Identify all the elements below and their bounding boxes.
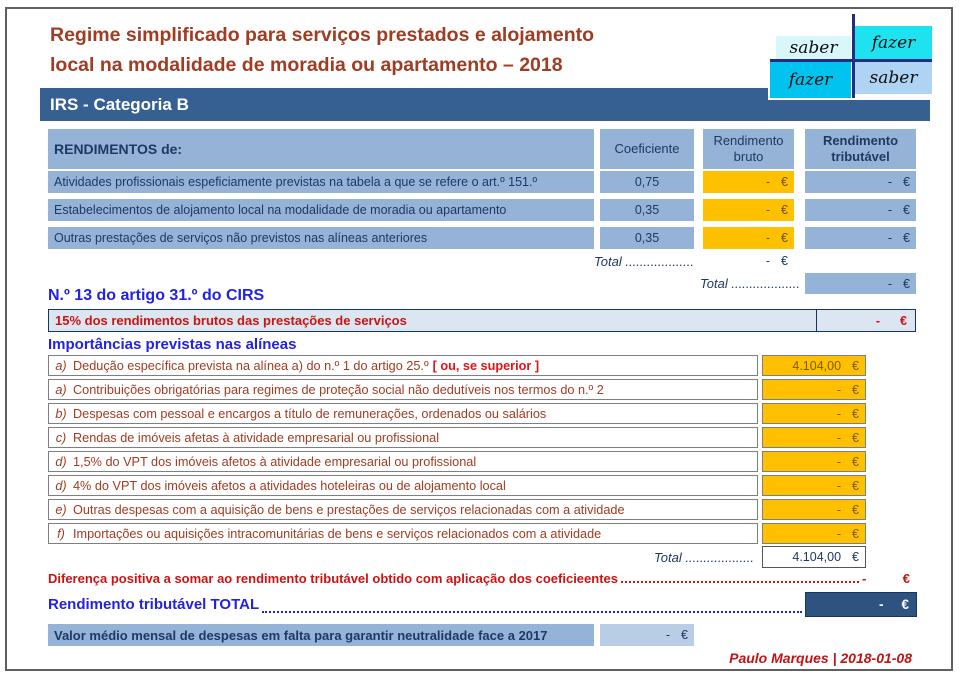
col-header-rendimento-bruto [703, 129, 794, 169]
alinea-row [48, 523, 758, 544]
logo-word-fazer-bottom-left: fazer [770, 62, 851, 98]
taxable-amount: - [887, 231, 893, 245]
taxable-result-cell [805, 199, 916, 221]
gross-input-cell[interactable] [703, 171, 794, 193]
euro-symbol: € [852, 478, 859, 493]
alineas-total-value-cell [762, 546, 866, 568]
taxable-result-cell [805, 171, 916, 193]
euro-symbol: € [852, 358, 859, 373]
col-header-coeficiente [600, 129, 694, 169]
alinea-amount: 4.104,00 [792, 358, 842, 373]
alinea-amount: - [836, 430, 842, 445]
alinea-input-cell[interactable] [762, 499, 866, 520]
total-taxable-label [530, 273, 800, 294]
alinea-input-cell[interactable] [762, 475, 866, 496]
page-title-line1: Regime simplificado para serviços prestados e alojamento [50, 24, 595, 46]
alinea-letter: e) [55, 502, 67, 517]
alinea-text: Outras despesas com a aquisição de bens e prestações de serviços relacionadas com a atividade [73, 502, 625, 517]
coefficient-cell [600, 227, 694, 249]
euro-symbol: € [781, 203, 788, 217]
alinea-text: Importações ou aquisições intracomunitárias de bens e serviços relacionados com a atividade [73, 526, 602, 541]
gross-amount: - [765, 175, 771, 189]
alinea-row [48, 451, 758, 472]
taxable-total-amount: - [878, 596, 884, 612]
income-row-label-text: Estabelecimentos de alojamento local na modalidade de moradia ou apartamento [54, 203, 507, 217]
euro-symbol: € [852, 502, 859, 517]
euro-symbol: € [903, 175, 910, 189]
logo-cross-horizontal-line [770, 59, 932, 62]
euro-symbol: € [781, 175, 788, 189]
euro-symbol: € [852, 406, 859, 421]
income-row-label-text: Outras prestações de serviços não previstos nas alíneas anteriores [54, 231, 428, 245]
importancias-subheading: Importâncias previstas nas alíneas [48, 336, 297, 353]
alinea-input-cell[interactable] [762, 379, 866, 400]
alinea-text: 4% do VPT dos imóveis afetos a atividades hoteleiras ou de alojamento local [73, 478, 506, 493]
logo-word-saber-top-left: saber [776, 36, 851, 60]
alinea-letter: c) [55, 430, 67, 445]
total-taxable-amount: - [887, 276, 893, 291]
alinea-text: Rendas de imóveis afetas à atividade empresarial ou profissional [73, 430, 440, 445]
dotted-leader [621, 580, 859, 583]
neutrality-value-cell [600, 624, 694, 646]
income-row-label [48, 227, 594, 249]
total-taxable-value-cell [805, 273, 916, 294]
total-gross-value-cell [703, 251, 794, 271]
difference-label: Diferença positiva a somar ao rendimento tributável obtido com aplicação dos coeficieentes [48, 571, 618, 586]
euro-symbol: € [852, 550, 859, 564]
euro-symbol: € [852, 526, 859, 541]
rule15-row [48, 309, 916, 332]
alinea-row [48, 403, 758, 424]
euro-symbol: € [781, 254, 788, 268]
euro-symbol: € [903, 276, 910, 291]
euro-symbol: € [901, 596, 909, 612]
alinea-row [48, 379, 758, 400]
income-row-label [48, 171, 594, 193]
logo-cross-vertical-line [852, 14, 855, 98]
alinea-input-cell[interactable] [762, 427, 866, 448]
dotted-leader [262, 610, 802, 613]
alinea-amount: - [836, 406, 842, 421]
difference-row [48, 570, 910, 587]
alinea-letter: f) [57, 526, 65, 541]
taxable-amount: - [887, 203, 893, 217]
euro-symbol: € [900, 313, 907, 328]
total-gross-label-text: Total ................... [594, 253, 694, 269]
alinea-letter: a) [55, 358, 67, 373]
section-band-title: IRS - Categoria B [50, 94, 189, 114]
alinea-input-cell[interactable] [762, 451, 866, 472]
alinea-text: Contribuições obrigatórias para regimes de proteção social não dedutíveis nos termos do n.º 2 [73, 382, 604, 397]
alinea-amount: - [836, 454, 842, 469]
coefficient-cell [600, 199, 694, 221]
col-header-coeficiente-label: Coeficiente [614, 141, 680, 156]
neutrality-amount: - [665, 628, 671, 642]
euro-symbol: € [903, 203, 910, 217]
gross-input-cell[interactable] [703, 227, 794, 249]
neutrality-label: Valor médio mensal de despesas em falta para garantir neutralidade face a 2017 [54, 627, 548, 643]
taxable-total-row [48, 591, 917, 617]
income-row-label-text: Atividades profissionais espeficiamente previstas na tabela a que se refere o art.º 151.º [54, 175, 538, 189]
alinea-text: 1,5% do VPT dos imóveis afetos à atividade empresarial ou profissional [73, 454, 477, 469]
neutrality-label-cell [48, 624, 594, 646]
alinea-row [48, 499, 758, 520]
alinea-suffix: [ ou, se superior ] [432, 358, 540, 373]
alinea-input-cell[interactable] [762, 523, 866, 544]
gross-amount: - [765, 231, 771, 245]
alineas-total-label [500, 547, 754, 568]
author-credit: Paulo Marques | 2018-01-08 [729, 650, 912, 666]
total-gross-label [430, 251, 694, 271]
alinea-input-cell[interactable] [762, 403, 866, 424]
alinea-letter: d) [55, 454, 67, 469]
euro-symbol: € [781, 231, 788, 245]
euro-symbol: € [903, 231, 910, 245]
coefficient-value: 0,35 [634, 203, 660, 217]
gross-input-cell[interactable] [703, 199, 794, 221]
taxable-result-cell [805, 227, 916, 249]
alinea-letter: d) [55, 478, 67, 493]
euro-symbol: € [852, 430, 859, 445]
taxable-total-label: Rendimento tributável TOTAL [48, 595, 260, 613]
alinea-row [48, 355, 758, 376]
alinea-amount: - [836, 526, 842, 541]
col-header-rendimentos [48, 129, 594, 169]
page-title [50, 20, 750, 80]
total-gross-amount: - [765, 254, 771, 268]
logo-word-saber-bottom-right: saber [855, 62, 932, 94]
alinea-letter: a) [55, 382, 67, 397]
col-header-rendimento-bruto-label: Rendimento bruto [713, 133, 784, 164]
col-header-rendimentos-label: RENDIMENTOS de: [54, 141, 183, 157]
euro-symbol: € [681, 628, 688, 642]
alinea-letter: b) [55, 406, 67, 421]
alineas-total-label-text: Total ................... [654, 550, 754, 565]
taxable-total-value-cell [805, 592, 917, 617]
col-header-rendimento-tributavel [805, 129, 916, 169]
article13-heading: N.º 13 do artigo 31.º do CIRS [48, 287, 265, 304]
logo-word-fazer-top-right: fazer [855, 26, 932, 60]
difference-value [862, 571, 910, 586]
total-taxable-label-text: Total ................... [700, 276, 800, 291]
euro-symbol: € [902, 571, 910, 586]
alinea-amount: - [836, 382, 842, 397]
page-title-line2: local na modalidade de moradia ou apartamento – 2018 [50, 54, 563, 76]
euro-symbol: € [852, 382, 859, 397]
rule15-amount: - [875, 313, 881, 328]
alineas-total-amount: 4.104,00 [792, 550, 842, 564]
alinea-amount: - [836, 478, 842, 493]
coefficient-value: 0,75 [634, 175, 660, 189]
rule15-label: 15% dos rendimentos brutos das prestações de serviços [55, 313, 407, 328]
income-row-label [48, 199, 594, 221]
coefficient-cell [600, 171, 694, 193]
euro-symbol: € [852, 454, 859, 469]
coefficient-value: 0,35 [634, 231, 660, 245]
gross-amount: - [765, 203, 771, 217]
alinea-row [48, 427, 758, 448]
rule15-value-cell [809, 310, 915, 331]
col-header-rendimento-tributavel-label: Rendimento tributável [822, 133, 899, 164]
alinea-input-cell[interactable] [762, 355, 866, 376]
saber-fazer-logo [768, 12, 936, 100]
alinea-row [48, 475, 758, 496]
alinea-text: Dedução específica prevista na alínea a) do n.º 1 do artigo 25.º [73, 358, 429, 373]
alinea-amount: - [836, 502, 842, 517]
difference-amount: - [862, 571, 867, 586]
alinea-text: Despesas com pessoal e encargos a título de remunerações, ordenados ou salários [73, 406, 547, 421]
taxable-amount: - [887, 175, 893, 189]
